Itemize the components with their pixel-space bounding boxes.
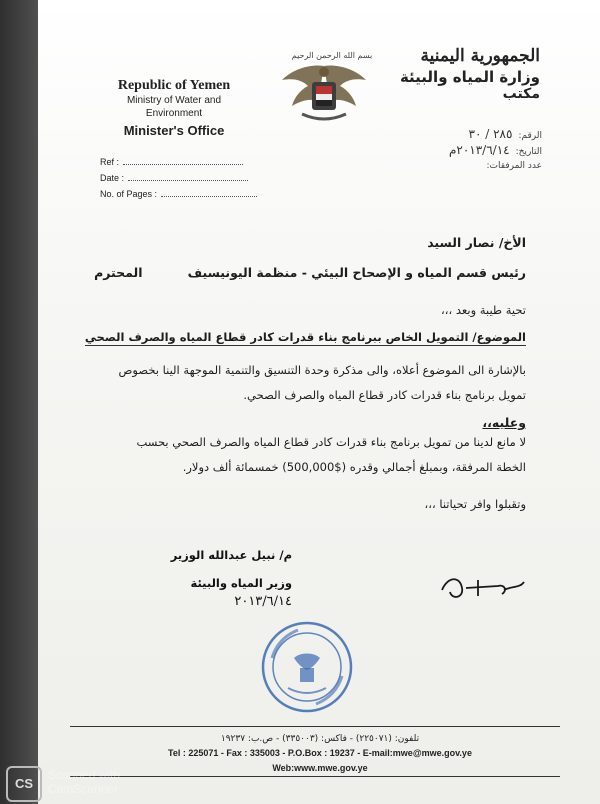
closing-line: وتقبلوا وافر تحياتنا ،،، (424, 497, 526, 511)
ministry-name-line1: Ministry of Water and (126, 95, 222, 106)
recipient-role-line: رئيس قسم المياه و الإصحاح البيئي - منظمة اليونيسيف المحترم (94, 265, 526, 280)
letterhead-arabic (380, 46, 540, 102)
watermark-text: Scanned with CamScanner (48, 768, 121, 796)
yemen-emblem-icon (272, 46, 376, 132)
date-value: ٢٠١٣/٦/١٤م (448, 143, 510, 157)
honorific: المحترم (94, 265, 143, 280)
basmala-text: بسم الله الرحمن الرحيم (291, 51, 373, 60)
signatory-name: م/ نبيل عبدالله الوزير (170, 548, 292, 562)
office-name: Minister's Office (123, 123, 225, 138)
scanner-watermark (0, 762, 200, 804)
date-label-ar: التاريخ: (515, 147, 542, 157)
signatory-block (152, 548, 292, 609)
accordingly-line: وعليه،، (482, 415, 526, 430)
date-label: Date : (100, 173, 125, 183)
footer-contact-english: Tel : 225071 - Fax : 335003 - P.O.Box : 19237 - E-mail:mwe@mwe.gov.ye (168, 748, 472, 758)
footer-rule-top (70, 726, 560, 727)
ref-number-value: ٢٨٥ / ٣٠ (468, 127, 513, 141)
signature-date: ٢٠١٣/٦/١٤ (234, 594, 292, 609)
handwritten-signature-icon (438, 566, 528, 606)
greeting: تحية طيبة وبعد ،،، (441, 303, 526, 317)
camscanner-logo-icon: CS (6, 766, 42, 802)
paragraph-1-line-2: تمويل برنامج بناء قدرات كادر قطاع المياه والصرف الصحي. (243, 388, 526, 402)
paragraph-1-line-1: بالإشارة الى الموضوع أعلاه، والى مذكرة وحدة التنسيق والتنمية الموجهة الينا بخصوص (118, 363, 526, 377)
letterhead-english (84, 78, 264, 138)
ref-label-ar: الرقم: (518, 131, 542, 141)
signatory-title: وزير المياه والبيئة (190, 576, 292, 590)
country-name: Republic of Yemen (117, 78, 231, 93)
paragraph-1 (66, 358, 526, 408)
paragraph-2 (66, 430, 526, 480)
recipient-line: الأخ/ نصار السيد (427, 235, 526, 250)
official-stamp-icon (258, 618, 356, 716)
paragraph-2-line-2: الخطة المرفقة، وبمبلغ أجمالي وقدره ($500,000) خمسمائة ألف دولار. (182, 460, 526, 474)
office-name-ar: مكتب (502, 86, 540, 102)
ministry-name-ar: وزارة المياه والبيئة (399, 68, 540, 86)
reference-fields-english (100, 154, 257, 202)
footer-website: Web:www.mwe.gov.ye (272, 763, 368, 773)
ref-label: Ref : (100, 157, 120, 167)
paragraph-2-line-1: لا مانع لدينا من تمويل برنامج بناء قدرات كادر قطاع المياه والصرف الصحي بحسب (136, 435, 526, 449)
footer-contact-arabic: تلفون: (٢٢٥٠٧١) - فاكس: (٣٣٥٠٠٣) - ص.ب: ١٩٢٣٧ (220, 734, 420, 744)
subject-line: الموضوع/ التمويل الخاص ببرنامج بناء قدرات كادر قطاع المياه والصرف الصحي (84, 330, 526, 344)
ministry-name-line2: Environment (145, 108, 203, 119)
attachments-label-ar: عدد المرفقات: (486, 161, 542, 171)
reference-fields-arabic (362, 126, 542, 174)
country-name-ar: الجمهورية اليمنية (420, 46, 540, 66)
pages-label: No. of Pages : (100, 189, 158, 199)
scan-background-edge (0, 0, 38, 804)
